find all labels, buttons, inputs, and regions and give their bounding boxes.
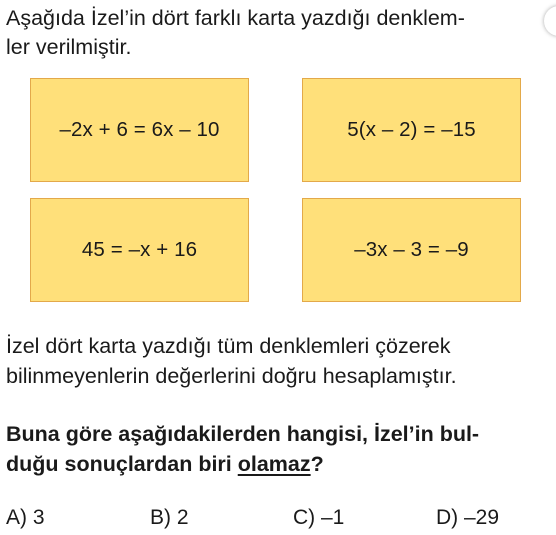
body-paragraph (6, 331, 552, 391)
question-text (6, 419, 552, 479)
option-b[interactable]: B) 2 (150, 506, 189, 529)
intro-line-1: Aşağıda İzel’in dört farklı karta yazdığı denklem- (6, 6, 465, 30)
equation-text: 5(x – 2) = –15 (347, 118, 476, 141)
equation-card-4 (302, 198, 521, 302)
question-line-2 (6, 449, 552, 479)
option-c[interactable]: C) –1 (293, 506, 345, 529)
body-line-2: bilinmeyenlerin değerlerini doğru hesaplamıştır. (6, 364, 457, 388)
equation-card-2 (302, 78, 521, 182)
equation-text: –3x – 3 = –9 (354, 238, 469, 261)
option-a[interactable]: A) 3 (6, 506, 45, 529)
question-line-1: Buna göre aşağıdakilerden hangisi, İzel’in bul- (6, 422, 480, 446)
intro-paragraph (6, 4, 546, 62)
question-mark: ? (310, 452, 324, 476)
question-emphasis: olamaz (237, 452, 311, 476)
body-line-1: İzel dört karta yazdığı tüm denklemleri çözerek (6, 334, 451, 358)
equation-text: –2x + 6 = 6x – 10 (59, 118, 220, 141)
intro-line-2: ler verilmiştir. (6, 35, 132, 59)
equation-card-3 (30, 198, 249, 302)
option-d[interactable]: D) –29 (436, 506, 500, 529)
equation-card-1 (30, 78, 249, 182)
question-line-2-start: duğu sonuçlardan biri (6, 452, 238, 476)
equation-text: 45 = –x + 16 (81, 238, 198, 261)
